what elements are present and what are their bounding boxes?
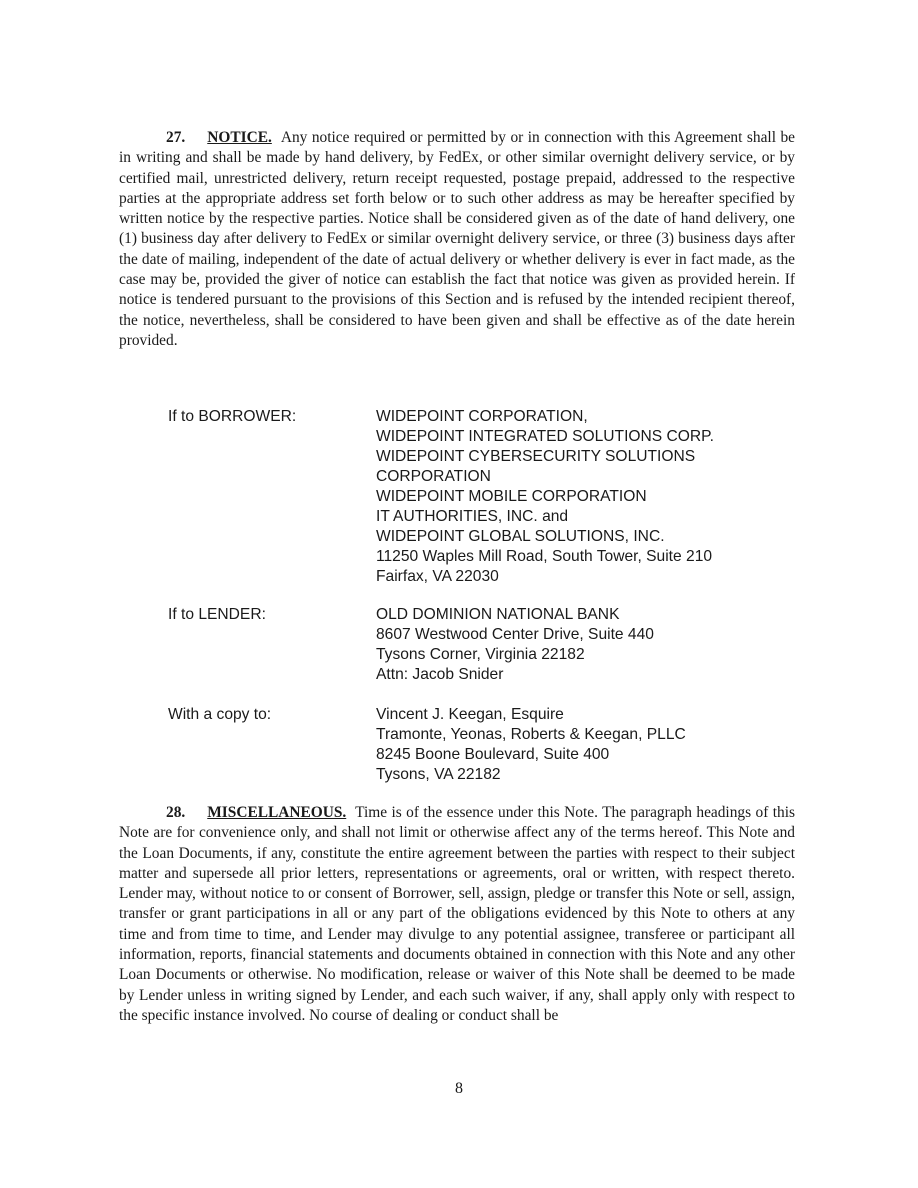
- copy-to-line: 8245 Boone Boulevard, Suite 400: [376, 746, 610, 763]
- copy-to-line: Tysons, VA 22182: [376, 766, 501, 783]
- borrower-line: WIDEPOINT INTEGRATED SOLUTIONS CORP.: [376, 428, 714, 445]
- section-27-paragraph: [119, 128, 795, 351]
- lender-address-lines: [376, 605, 816, 685]
- copy-to-address-lines: [376, 705, 816, 785]
- lender-label: If to LENDER:: [168, 606, 266, 623]
- section-28-body: Time is of the essence under this Note. The paragraph headings of this Note are for convenience only, and shall not limit or otherwise affect any of the terms hereof. This Note and the Loan Documents, if any, constitute the entire agreement between the parties with respect to their subject matter and supersede all prior letters, representations or agreements, oral or written, with respect thereto. Lender may, without notice to or consent of Borrower, sell, assign, pledge or transfer this Note or sell, assign, transfer or grant participations in all or any part of the obligations evidenced by this Note to others at any time and from time to time, and Lender may divulge to any potential assignee, transferee or participant all information, reports, financial statements and documents obtained in connection with this Note and any other Loan Documents or otherwise. No modification, release or waiver of this Note shall be deemed to be made by Lender unless in writing signed by Lender, and each such waiver, if any, shall apply only with respect to the specific instance involved. No course of dealing or conduct shall be: [119, 804, 795, 1024]
- lender-line: 8607 Westwood Center Drive, Suite 440: [376, 626, 654, 643]
- page-number: 8: [455, 1080, 463, 1097]
- borrower-line: WIDEPOINT GLOBAL SOLUTIONS, INC.: [376, 528, 665, 545]
- borrower-line: Fairfax, VA 22030: [376, 568, 499, 585]
- borrower-line: WIDEPOINT MOBILE CORPORATION: [376, 488, 647, 505]
- borrower-line: 11250 Waples Mill Road, South Tower, Suite 210: [376, 548, 713, 565]
- copy-to-line: Tramonte, Yeonas, Roberts & Keegan, PLLC: [376, 726, 686, 743]
- copy-to-label: With a copy to:: [168, 706, 272, 723]
- lender-line: Tysons Corner, Virginia 22182: [376, 646, 585, 663]
- borrower-line: WIDEPOINT CYBERSECURITY SOLUTIONS: [376, 448, 696, 465]
- lender-line: OLD DOMINION NATIONAL BANK: [376, 606, 620, 623]
- lender-line: Attn: Jacob Snider: [376, 666, 504, 683]
- section-27-number: 27.: [166, 129, 186, 146]
- copy-to-address-block: [168, 705, 808, 790]
- section-27-heading: NOTICE.: [207, 129, 272, 146]
- section-28-number: 28.: [166, 804, 186, 821]
- section-28-heading: MISCELLANEOUS.: [207, 804, 347, 821]
- borrower-address-block: [168, 407, 808, 592]
- borrower-address-lines: [376, 407, 816, 587]
- section-27-body: Any notice required or permitted by or in connection with this Agreement shall be in writing and shall be made by hand delivery, by FedEx, or other similar overnight delivery service, or by certified mail, unrestricted delivery, return receipt requested, postage prepaid, addressed to the respective parties at the appropriate address set forth below or to such other address as may be hereafter specified by written notice by the respective parties. Notice shall be considered given as of the date of hand delivery, one (1) business day after delivery to FedEx or similar overnight delivery service, or three (3) business days after the date of mailing, independent of the date of actual delivery or whether delivery is ever in fact made, as the case may be, provided the giver of notice can establish the fact that notice was given as provided herein. If notice is tendered pursuant to the provisions of this Section and is refused by the intended recipient thereof, the notice, nevertheless, shall be considered to have been given and shall be effective as of the date herein provided.: [119, 129, 795, 349]
- lender-address-block: [168, 605, 808, 690]
- borrower-line: WIDEPOINT CORPORATION,: [376, 408, 588, 425]
- borrower-line: CORPORATION: [376, 468, 491, 485]
- section-28-paragraph: [119, 803, 795, 1026]
- borrower-line: IT AUTHORITIES, INC. and: [376, 508, 569, 525]
- borrower-label: If to BORROWER:: [168, 408, 297, 425]
- copy-to-line: Vincent J. Keegan, Esquire: [376, 706, 564, 723]
